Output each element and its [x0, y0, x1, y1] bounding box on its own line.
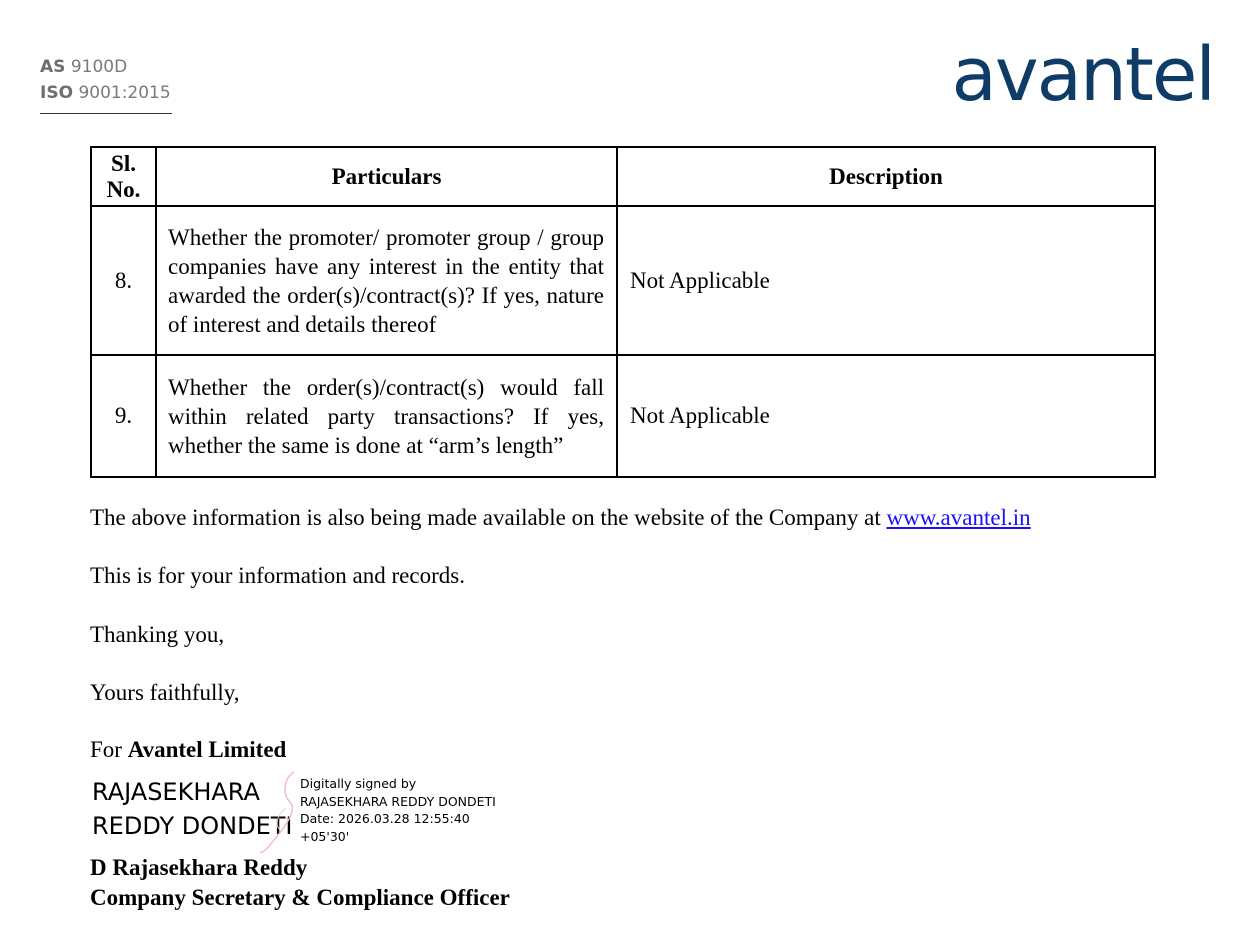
header-particulars: Particulars	[156, 147, 617, 206]
thanks-line: Thanking you,	[90, 622, 225, 647]
row-number: 9.	[91, 355, 156, 477]
company-name: Avantel Limited	[127, 737, 287, 762]
info-paragraph: This is for your information and records.	[90, 563, 465, 588]
table-row	[91, 355, 1155, 477]
for-company-line: For Avantel Limited	[90, 737, 287, 762]
certification-block	[40, 54, 172, 106]
row-particulars: Whether the order(s)/contract(s) would fall within related party transactions? If yes, whether the same is done at “arm’s length”	[156, 355, 617, 477]
digital-signature-info: Digitally signed by RAJASEKHARA REDDY DONDETI Date: 2026.03.28 12:55:40 +05'30'	[300, 776, 496, 844]
website-paragraph: The above information is also being made available on the website of the Company at www.avantel.in	[90, 505, 1031, 530]
table-row	[91, 206, 1155, 355]
closing-line: Yours faithfully,	[90, 680, 240, 705]
signatory-name: D Rajasekhara Reddy	[90, 855, 308, 880]
disclosure-table	[90, 146, 1156, 478]
table-header-row	[91, 147, 1155, 206]
signer-name-line1: RAJASEKHARA	[92, 778, 260, 806]
header-sl-no: Sl. No.	[91, 147, 156, 206]
row-description: Not Applicable	[617, 355, 1155, 477]
signer-name-line2: REDDY DONDETI	[92, 812, 293, 840]
header-description: Description	[617, 147, 1155, 206]
company-logo: avantel	[951, 32, 1214, 118]
website-link[interactable]: www.avantel.in	[886, 505, 1031, 530]
row-description: Not Applicable	[617, 206, 1155, 355]
signatory-title: Company Secretary & Compliance Officer	[90, 885, 510, 910]
row-number: 8.	[91, 206, 156, 355]
signatory-block	[90, 853, 510, 913]
row-particulars: Whether the promoter/ promoter group / group companies have any interest in the entity that awarded the order(s)/contract(s)? If yes, nature of interest and details thereof	[156, 206, 617, 355]
cert-divider	[40, 113, 172, 114]
cert-iso9001: ISO 9001:2015	[40, 83, 171, 103]
cert-as9100: AS 9100D	[40, 57, 128, 77]
signature-flourish-icon	[256, 768, 306, 858]
